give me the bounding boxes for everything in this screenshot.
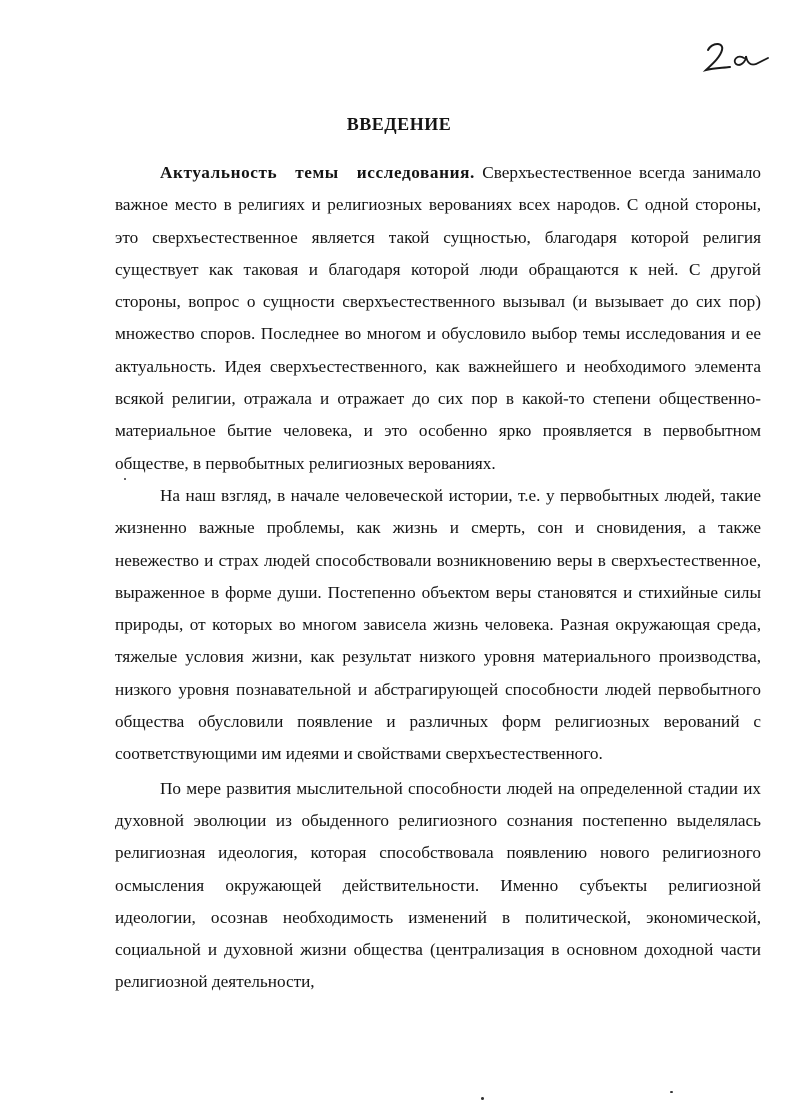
page-title: ВВЕДЕНИЕ: [346, 114, 452, 134]
scan-speck: [124, 478, 126, 480]
body-text: [115, 157, 761, 999]
scan-speck: [670, 1091, 673, 1093]
section-lead-heading: Актуальность темы исследования.: [160, 163, 475, 182]
handwritten-page-marker: [700, 36, 770, 76]
paragraph-text: По мере развития мыслительной способности людей на определенной стадии их духовной эволюции из обыденного религиозного сознания постепенно выделялась религиозная идеология, которая способствовала появлению нового религиозного осмысления окружающей действительности. Именно субъекты религиозной идеологии, осознав необходимость изменений в политической, экономической, социальной и духовной жизни общества (централизация в основном доходной части религиозной деятельности,: [115, 778, 761, 992]
scan-speck: [481, 1097, 484, 1100]
paragraph-text: На наш взгляд, в начале человеческой истории, т.е. у первобытных людей, такие жизненно важные проблемы, как жизнь и смерть, сон и сновидения, а также невежество и страх людей способствовали возникновению веры в сверхъестественное, выраженное в форме души. Постепенно объектом веры становятся и стихийные силы природы, от которых во многом зависела жизнь человека. Разная окружающая среда, тяжелые условия жизни, как результат низкого уровня материального производства, низкого уровня познавательной и абстрагирующей способности людей первобытного общества обусловили появление и различных форм религиозных верований с соответствующими им идеями и свойствами сверхъестественного.: [115, 485, 761, 764]
paragraph-primitive-beliefs: [115, 480, 761, 771]
paragraph-religious-ideology: [115, 773, 761, 999]
paragraph-text: Сверхъестественное всегда занимало важное место в религиях и религиозных верованиях всех народов. С одной стороны, это сверхъестественное является такой сущностью, благодаря которой религия существует как таковая и благодаря которой люди обращаются к ней. С другой стороны, вопрос о сущности сверхъестественного вызывал (и вызывает до сих пор) множество споров. Последнее во многом и обусловило выбор темы исследования и ее актуальность. Идея сверхъестественного, как важнейшего и необходимого элемента всякой религии, отражала и отражает до сих пор в какой-то степени общественно-материальное бытие человека, и это особенно ярко проявляется в первобытном обществе, в первобытных религиозных верованиях.: [115, 163, 762, 473]
paragraph-relevance: [115, 157, 761, 480]
